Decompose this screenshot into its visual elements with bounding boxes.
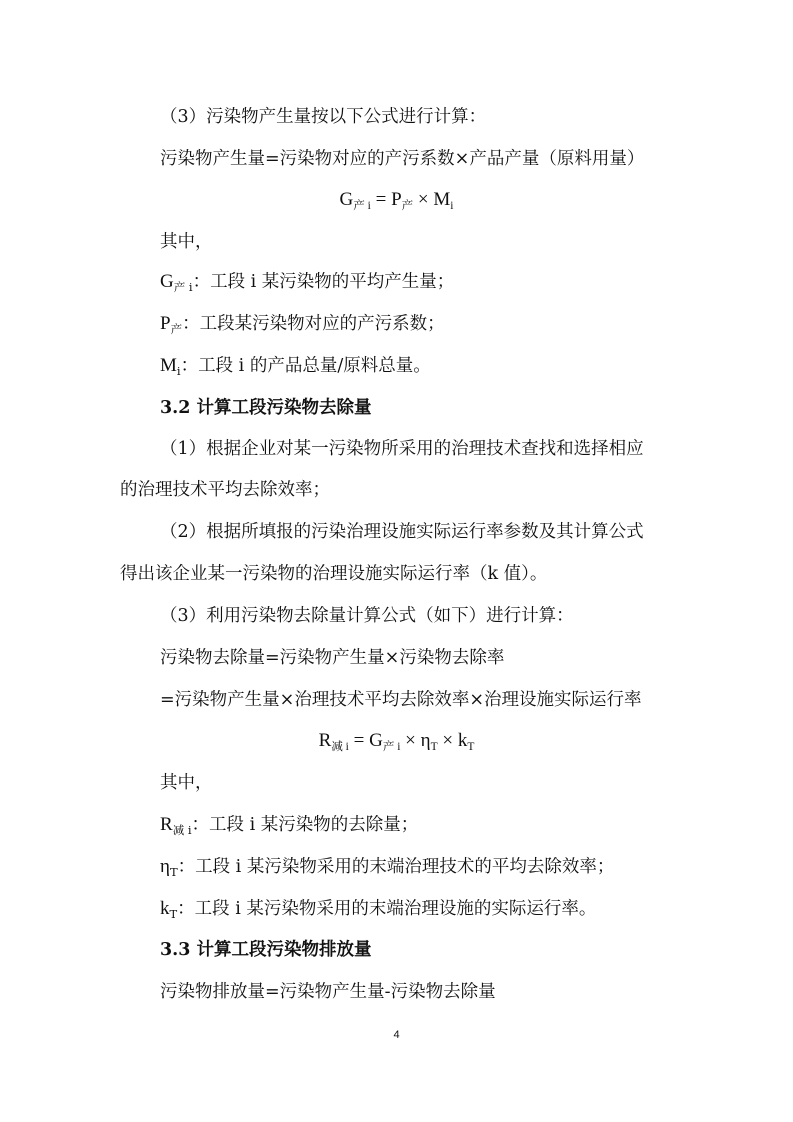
- where-label: 其中，: [160, 232, 213, 252]
- formula-text-removal-expanded: =污染物产生量×治理技术平均去除效率×治理设施实际运行率: [160, 690, 642, 710]
- formula-text-removal: 污染物去除量=污染物产生量×污染物去除率: [160, 648, 505, 668]
- definition-k: $k_T$：工段 i 某污染物采用的末端治理设施的实际运行率。: [160, 898, 597, 921]
- paragraph-step1-line2: 的治理技术平均去除效率；: [120, 480, 330, 500]
- definition-r: $R_{减 i}$：工段 i 某污染物的去除量；: [160, 814, 419, 837]
- definition-p: $P_产$：工段某污染物对应的产污系数；: [160, 313, 445, 336]
- definition-m: $M_i$：工段 i 的产品总量/原料总量。: [160, 355, 431, 378]
- formula-removal: $R_{减 i} = G_{产 i} \times \eta_T \times k_T$: [318, 730, 475, 753]
- paragraph-step3-removal: （3）利用污染物去除量计算公式（如下）进行计算：: [160, 606, 574, 626]
- paragraph-step3: （3）污染物产生量按以下公式进行计算：: [160, 107, 487, 127]
- page-number: 4: [393, 1029, 400, 1041]
- definition-g: $G_{产 i}$：工段 i 某污染物的平均产生量；: [160, 271, 455, 294]
- formula-generation: $G_{产 i} = P_产 \times M_i$: [339, 189, 454, 212]
- paragraph-step2-line1: （2）根据所填报的污染治理设施实际运行率参数及其计算公式: [160, 522, 644, 542]
- section-heading-3-2: 3.2 计算工段污染物去除量: [160, 398, 372, 418]
- paragraph-step1-line1: （1）根据企业对某一污染物所采用的治理技术查找和选择相应: [160, 439, 644, 459]
- formula-text-emission: 污染物排放量=污染物产生量-污染物去除量: [160, 982, 496, 1002]
- paragraph-step2-line2: 得出该企业某一污染物的治理设施实际运行率（k 值）。: [120, 564, 548, 584]
- formula-text-generation: 污染物产生量=污染物对应的产污系数×产品产量（原料用量）: [160, 149, 645, 169]
- definition-eta: $\eta_T$：工段 i 某污染物采用的末端治理技术的平均去除效率；: [160, 856, 615, 879]
- where-label-2: 其中，: [160, 773, 213, 793]
- section-heading-3-3: 3.3 计算工段污染物排放量: [160, 940, 372, 960]
